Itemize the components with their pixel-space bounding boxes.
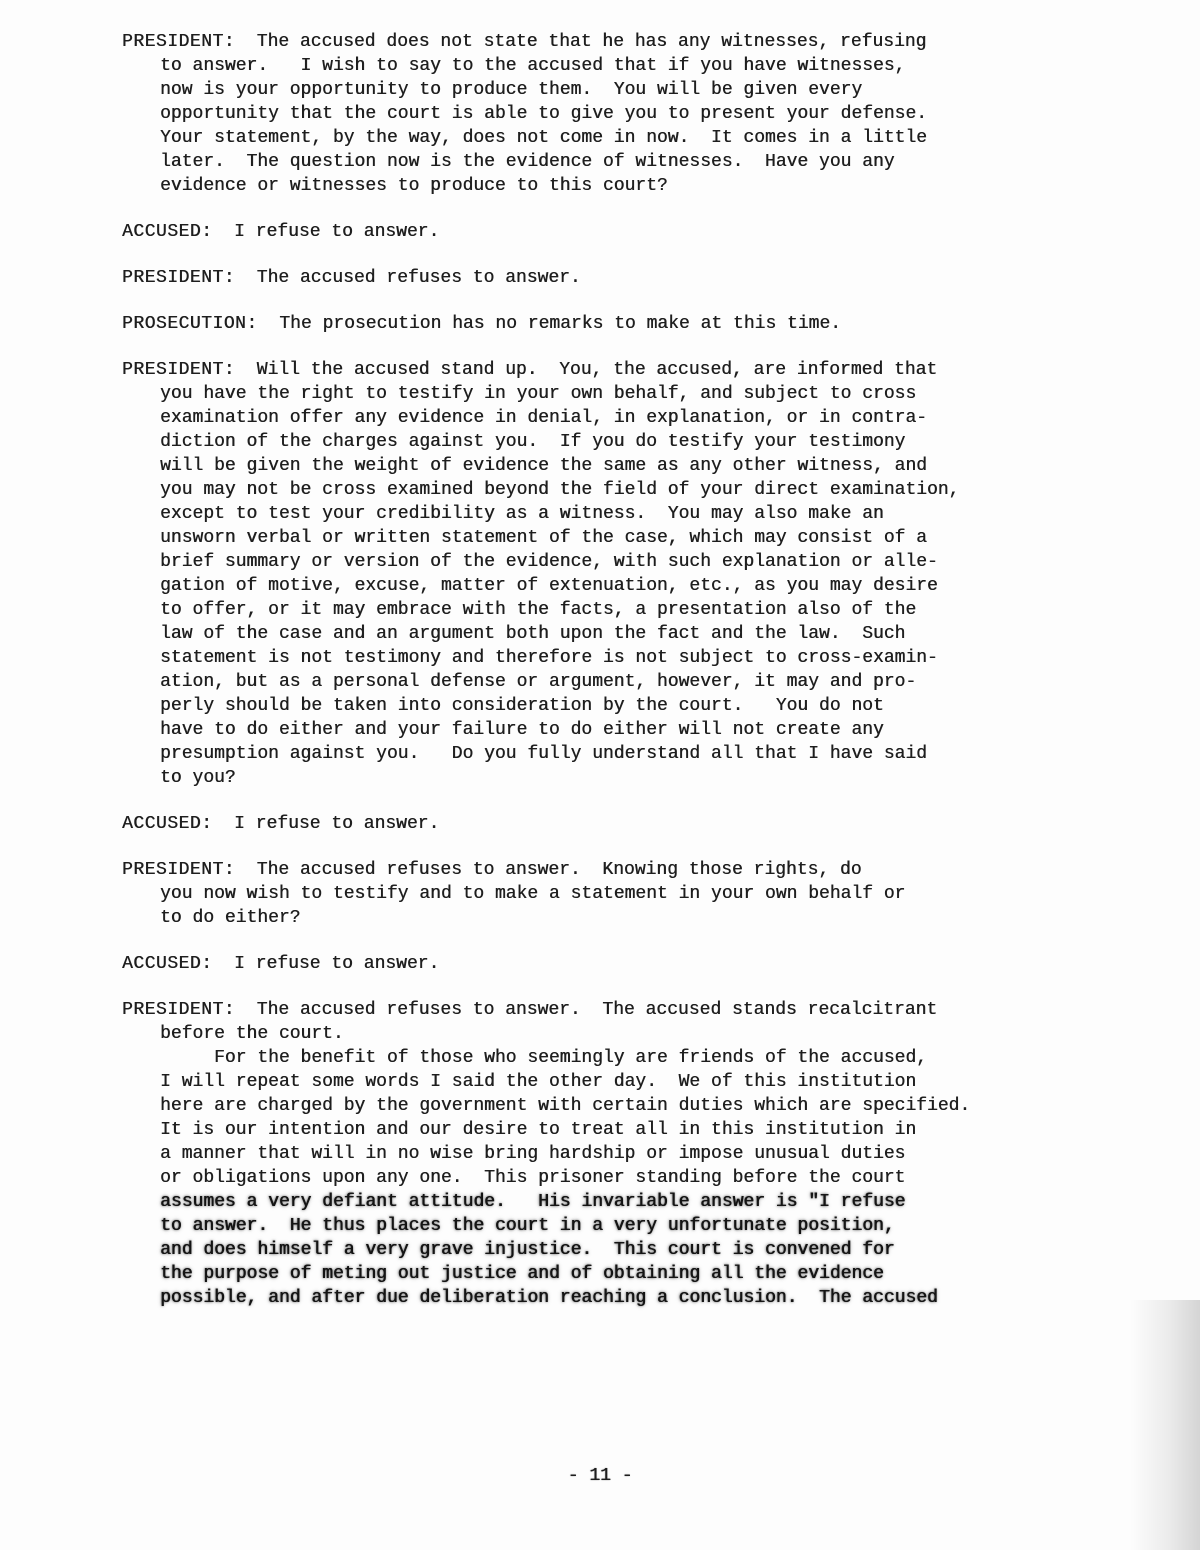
transcript-line: unsworn verbal or written statement of the case, which may consist of a <box>160 528 927 548</box>
transcript-text: The accused refuses to answer. <box>256 268 581 288</box>
transcript-line: a manner that will in no wise bring hardship or impose unusual duties <box>160 1144 906 1164</box>
transcript-line: statement is not testimony and therefore is not subject to cross-examin- <box>160 648 938 668</box>
transcript-entry <box>122 952 1082 976</box>
transcript-line: assumes a very defiant attitude. His invariable answer is "I refuse <box>160 1192 906 1212</box>
speaker-label: ACCUSED: <box>122 954 213 974</box>
transcript-line <box>122 998 1082 1022</box>
speaker-label: ACCUSED: <box>122 222 213 242</box>
transcript-line: brief summary or version of the evidence, with such explanation or alle- <box>160 552 938 572</box>
speaker-label: PRESIDENT: <box>122 1000 236 1020</box>
transcript-line: It is our intention and our desire to treat all in this institution in <box>160 1120 917 1140</box>
transcript-line: before the court. <box>160 1024 344 1044</box>
transcript-line: ation, but as a personal defense or argument, however, it may and pro- <box>160 672 917 692</box>
transcript-line: to you? <box>160 768 236 788</box>
speaker-label: ACCUSED: <box>122 814 213 834</box>
transcript-text: The accused refuses to answer. The accused stands recalcitrant <box>256 1000 938 1020</box>
transcript-line: you have the right to testify in your own behalf, and subject to cross <box>160 384 917 404</box>
speaker-label: PRESIDENT: <box>122 268 236 288</box>
transcript-line: diction of the charges against you. If you do testify your testimony <box>160 432 906 452</box>
transcript-line <box>122 358 1082 382</box>
transcript-text: I refuse to answer. <box>234 814 440 834</box>
scan-edge-shadow <box>1130 1300 1200 1550</box>
transcript-line <box>122 812 1082 836</box>
transcript-line <box>122 952 1082 976</box>
transcript-line: will be given the weight of evidence the same as any other witness, and <box>160 456 927 476</box>
transcript-line <box>122 266 1082 290</box>
transcript-entry <box>122 998 1082 1310</box>
transcript-line: or obligations upon any one. This prisoner standing before the court <box>160 1168 906 1188</box>
transcript-line: For the benefit of those who seemingly are friends of the accused, <box>160 1048 927 1068</box>
transcript-text: I refuse to answer. <box>234 954 440 974</box>
transcript-line: to answer. He thus places the court in a very unfortunate position, <box>160 1216 895 1236</box>
transcript-entry <box>122 220 1082 244</box>
transcript-entry <box>122 266 1082 290</box>
transcript-line: later. The question now is the evidence of witnesses. Have you any <box>160 152 895 172</box>
transcript-entry <box>122 30 1082 198</box>
transcript-line: you may not be cross examined beyond the field of your direct examination, <box>160 480 960 500</box>
transcript-line: Your statement, by the way, does not come in now. It comes in a little <box>160 128 927 148</box>
transcript-line: examination offer any evidence in denial, in explanation, or in contra- <box>160 408 927 428</box>
transcript-line: I will repeat some words I said the other day. We of this institution <box>160 1072 917 1092</box>
transcript-entry <box>122 358 1082 790</box>
transcript-line: now is your opportunity to produce them. You will be given every <box>160 80 863 100</box>
transcript-text: The prosecution has no remarks to make at this time. <box>279 314 841 334</box>
transcript-line: presumption against you. Do you fully understand all that I have said <box>160 744 927 764</box>
transcript-line: have to do either and your failure to do either will not create any <box>160 720 884 740</box>
transcript-text: Will the accused stand up. You, the accused, are informed that <box>256 360 938 380</box>
transcript-line: law of the case and an argument both upon the fact and the law. Such <box>160 624 906 644</box>
transcript-line: possible, and after due deliberation reaching a conclusion. The accused <box>160 1288 938 1308</box>
transcript-line: and does himself a very grave injustice. This court is convened for <box>160 1240 895 1260</box>
transcript-line: except to test your credibility as a witness. You may also make an <box>160 504 884 524</box>
speaker-label: PRESIDENT: <box>122 860 236 880</box>
page-number: - 11 - <box>567 1466 633 1486</box>
transcript-line: to do either? <box>160 908 301 928</box>
transcript-entry <box>122 858 1082 930</box>
transcript-line <box>122 312 1082 336</box>
speaker-label: PRESIDENT: <box>122 32 236 52</box>
transcript-text: I refuse to answer. <box>234 222 440 242</box>
transcript-line: here are charged by the government with certain duties which are specified. <box>160 1096 971 1116</box>
transcript-line: gation of motive, excuse, matter of extenuation, etc., as you may desire <box>160 576 938 596</box>
speaker-label: PRESIDENT: <box>122 360 236 380</box>
transcript-line: to offer, or it may embrace with the facts, a presentation also of the <box>160 600 917 620</box>
transcript-line: you now wish to testify and to make a statement in your own behalf or <box>160 884 906 904</box>
transcript-line: perly should be taken into consideration by the court. You do not <box>160 696 884 716</box>
transcript-line: opportunity that the court is able to give you to present your defense. <box>160 104 927 124</box>
transcript-body <box>122 30 1082 1332</box>
transcript-line <box>122 858 1082 882</box>
transcript-line: the purpose of meting out justice and of obtaining all the evidence <box>160 1264 884 1284</box>
transcript-entry <box>122 312 1082 336</box>
transcript-line <box>122 220 1082 244</box>
transcript-text: The accused refuses to answer. Knowing those rights, do <box>256 860 862 880</box>
transcript-line: to answer. I wish to say to the accused that if you have witnesses, <box>160 56 906 76</box>
transcript-text: The accused does not state that he has any witnesses, refusing <box>256 32 927 52</box>
transcript-entry <box>122 812 1082 836</box>
transcript-line <box>122 30 1082 54</box>
speaker-label: PROSECUTION: <box>122 314 258 334</box>
transcript-line: evidence or witnesses to produce to this court? <box>160 176 668 196</box>
